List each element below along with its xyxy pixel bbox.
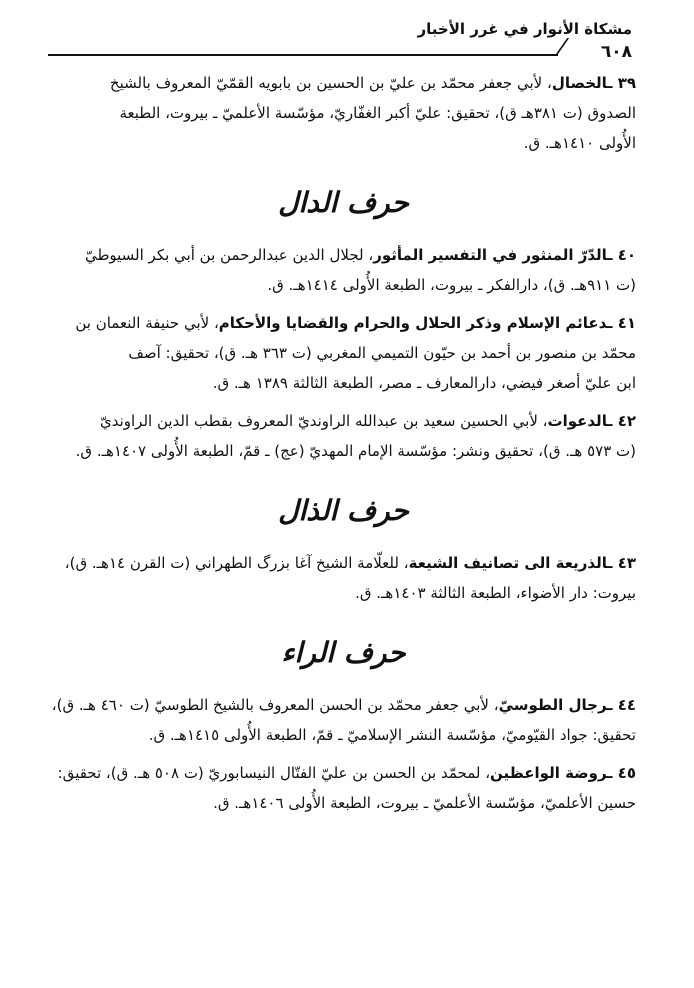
entry-title: روضة الواعظين <box>490 764 608 782</box>
entry-39: ٣٩ ـالخصال، لأبي جعفر محمّد بن عليّ بن الحسين بن بابويه القمّيّ المعروف بالشيخ الصدوق (ت ٣٨١هـ ق)، تحقيق: عليّ أكبر الغفّاريّ، مؤسّسة الأعلميّ ـ بيروت، الطبعة الأُولى ١٤١٠هـ. ق. <box>109 74 636 152</box>
entry-title: الدعوات <box>547 412 608 430</box>
entry-title: رجال الطوسيّ <box>498 696 608 714</box>
header-rule-corner <box>556 38 589 54</box>
entry-title: دعائم الإسلام وذكر الحلال والحرام والقضايا والأحكام <box>218 314 608 332</box>
section-heading-dhal: حرف الذال <box>278 494 409 527</box>
section-heading-dal: حرف الدال <box>278 186 409 219</box>
entry-44: ٤٤ ـرجال الطوسيّ، لأبي جعفر محمّد بن الحسن المعروف بالشيخ الطوسيّ (ت ٤٦٠ هـ. ق)، تحقيق: جواد القيّوميّ، مؤسّسة النشر الإسلاميّ ـ قمّ، الطبعة الأُولى ١٤١٥هـ. ق. <box>51 696 636 744</box>
entry-42: ٤٢ ـالدعوات، لأبي الحسين سعيد بن عبدالله الراونديّ المعروف بقطب الدين الراونديّ (ت ٥٧٣ هـ. ق)، تحقيق ونشر: مؤسّسة الإمام المهديّ (عج) ـ قمّ، الطبعة الأُولى ١٤٠٧هـ. ق. <box>75 412 636 460</box>
running-title: مشكاة الأنوار في غرر الأخبار <box>417 20 632 38</box>
page-number: ٦٠٨ <box>600 42 632 62</box>
header-rule <box>48 54 558 56</box>
entry-title: الذريعة الى تصانيف الشيعة <box>408 554 608 572</box>
entry-title: الدّرّ المنثور في التفسير المأثور <box>373 246 608 264</box>
entry-43: ٤٣ ـالذريعة الى تصانيف الشيعة، للعلّامة الشيخ آغا بزرگ الطهراني (ت القرن ١٤هـ. ق)، بيروت: دار الأضواء، الطبعة الثالثة ١٤٠٣هـ. ق. <box>64 554 636 602</box>
entry-title: الخصال <box>551 74 608 92</box>
entry-41: ٤١ ـدعائم الإسلام وذكر الحلال والحرام والقضايا والأحكام، لأبي حنيفة النعمان بن محمّد بن منصور بن أحمد بن حيّون التميمي المغربي (ت ٣٦٣ هـ. ق)، تحقيق: آصف ابن عليّ أصغر فيضي، دارالمعارف ـ مصر، الطبعة الثالثة ١٣٨٩ هـ. ق. <box>75 314 636 392</box>
entry-45: ٤٥ ـروضة الواعظين، لمحمّد بن الحسن بن عليّ الفتّال النيسابوريّ (ت ٥٠٨ هـ. ق)، تحقيق: حسين الأعلميّ، مؤسّسة الأعلميّ ـ بيروت، الطبعة الأُولى ١٤٠٦هـ. ق. <box>57 764 636 812</box>
section-heading-ra: حرف الراء <box>281 636 406 669</box>
entry-40: ٤٠ ـالدّرّ المنثور في التفسير المأثور، لجلال الدين عبدالرحمن بن أبي بكر السيوطيّ (ت ٩١١هـ. ق)، دارالفكر ـ بيروت، الطبعة الأُولى ١٤١٤هـ. ق. <box>84 246 636 294</box>
bibliography <box>51 68 636 826</box>
